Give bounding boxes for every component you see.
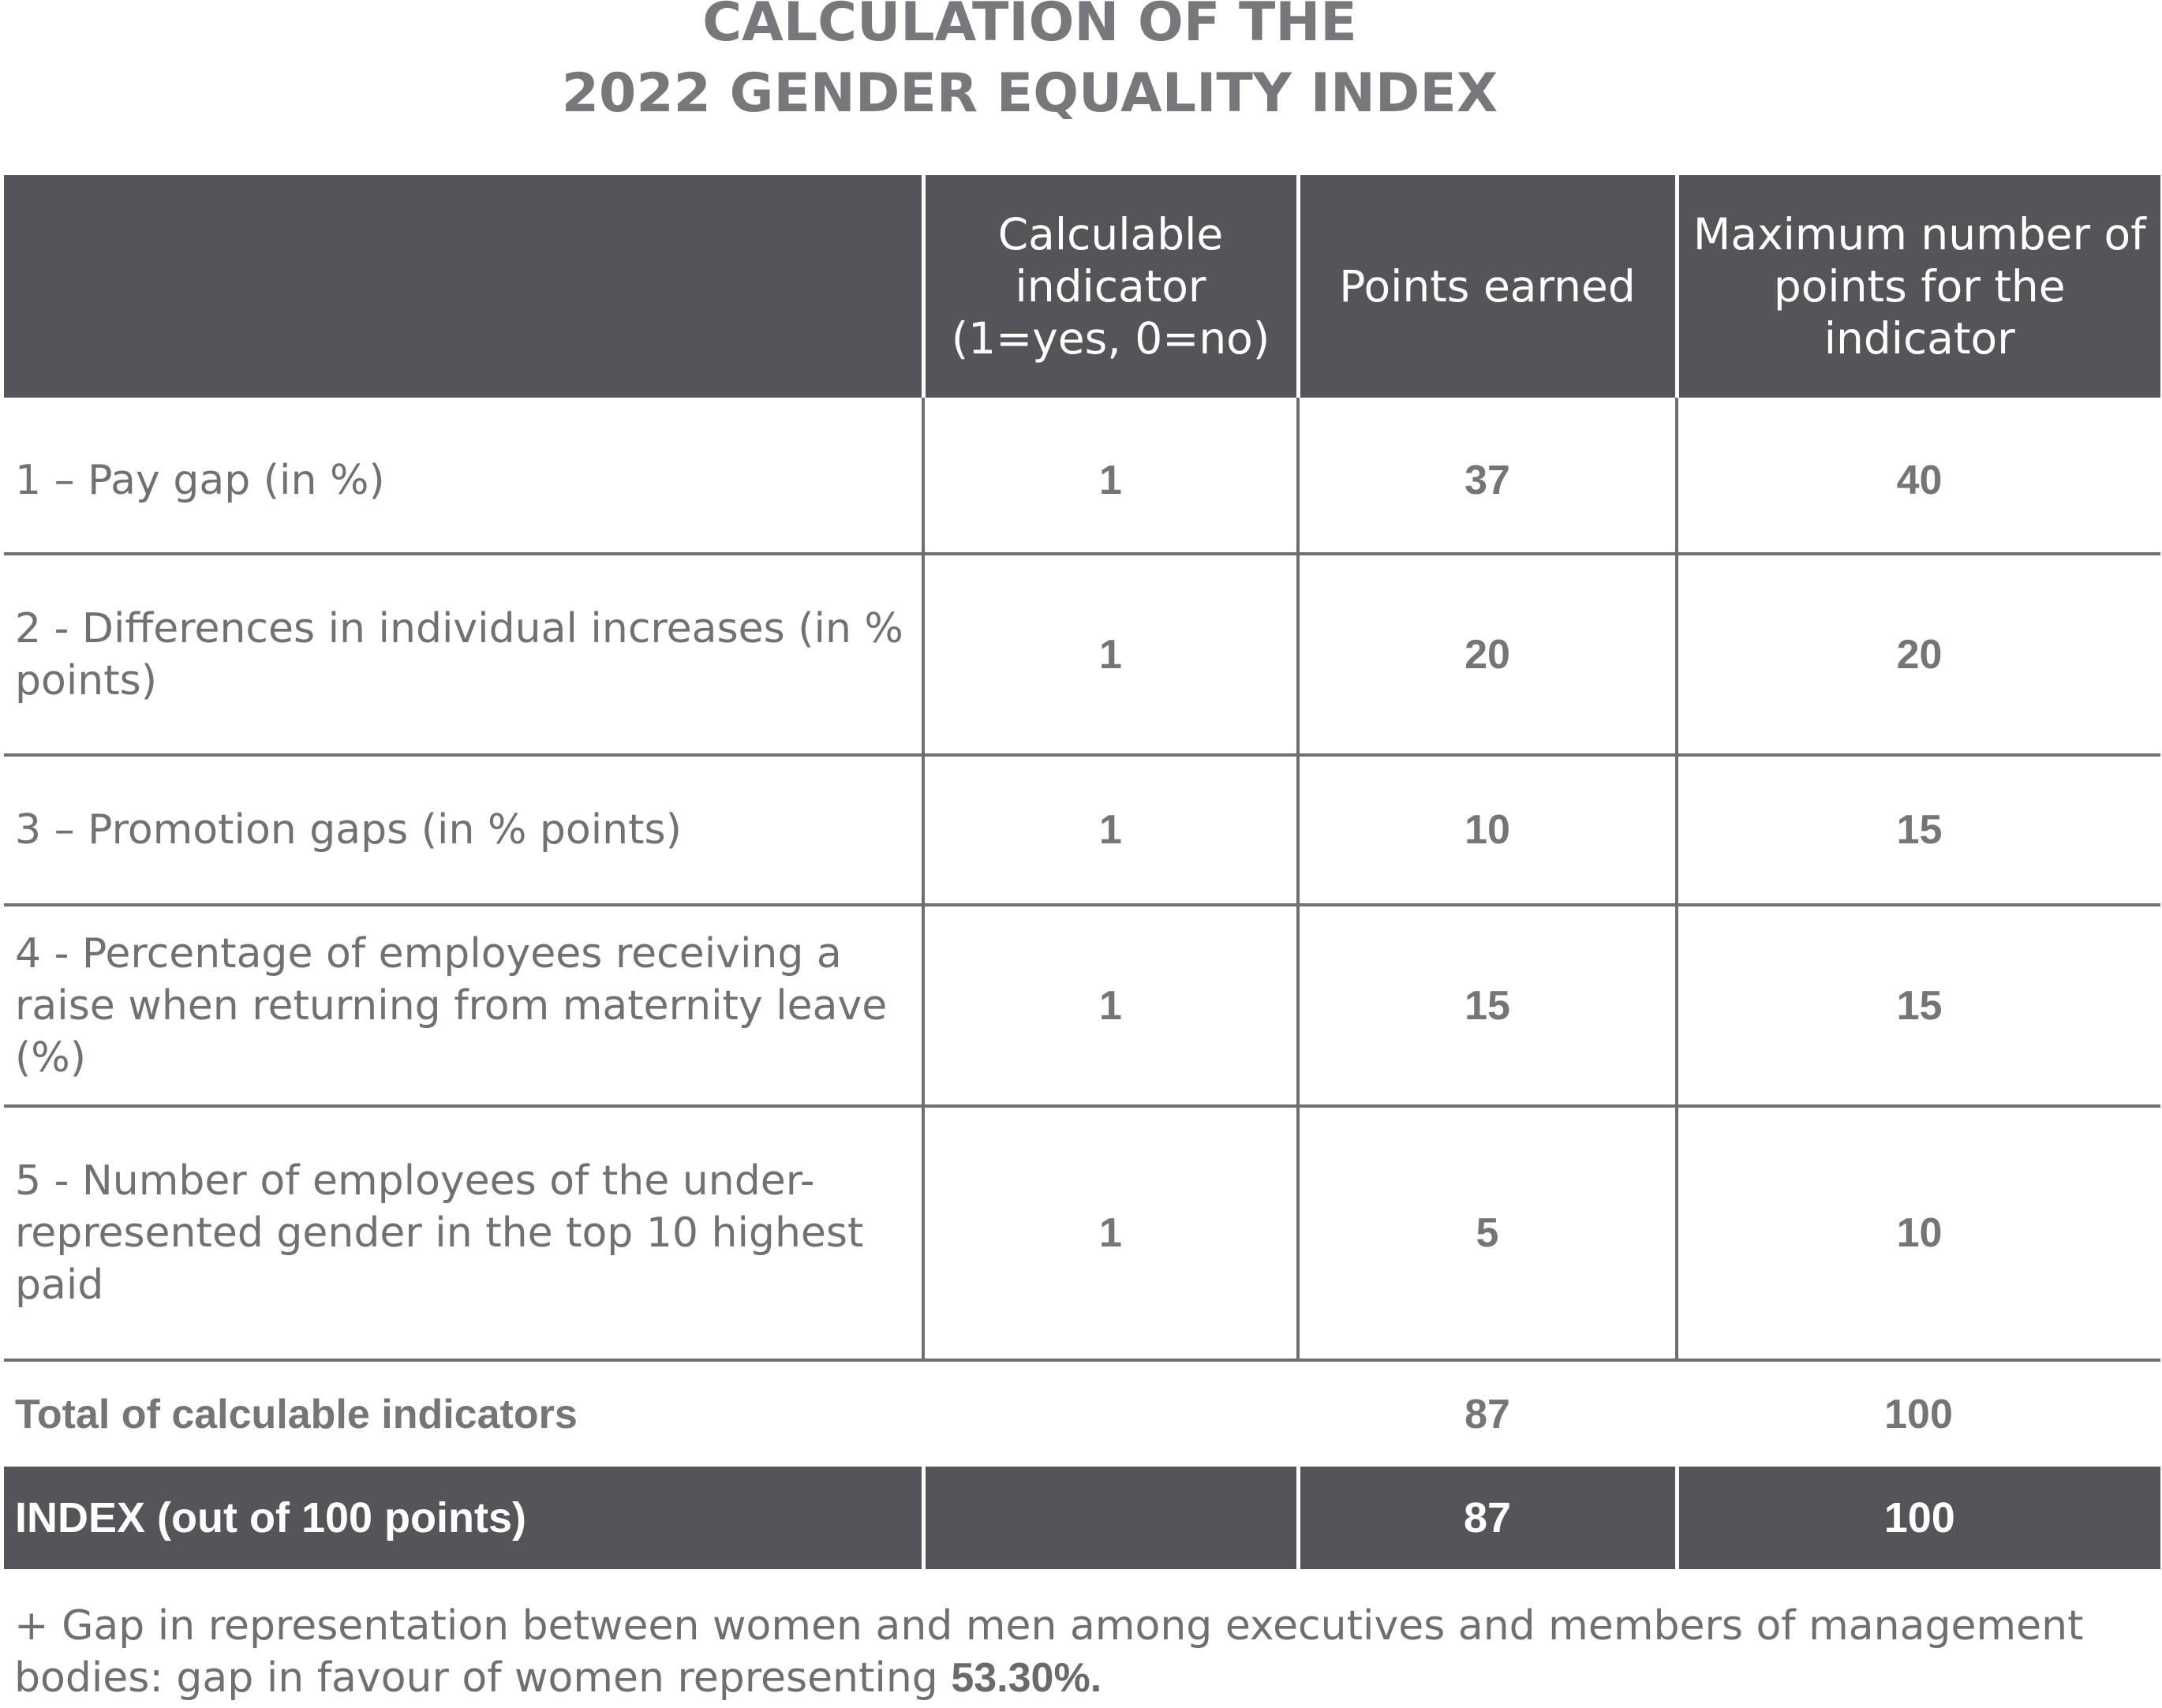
max-points-value: 15 [1677, 755, 2160, 905]
index-label: INDEX (out of 100 points) [4, 1467, 923, 1569]
max-points-value: 40 [1677, 409, 2160, 554]
footnote-highlight: 53.30%. [951, 1655, 1102, 1701]
header-calculable: Calculable indicator (1=yes, 0=no) [923, 175, 1298, 398]
gap-cell [1677, 398, 2160, 409]
calculable-value: 1 [923, 905, 1298, 1106]
total-calculable [923, 1360, 1298, 1467]
table-row [4, 905, 2160, 1106]
title-line-1: CALCULATION OF THE [702, 0, 1357, 54]
header-points-earned: Points earned [1298, 175, 1677, 398]
max-points-value: 10 [1677, 1106, 2160, 1360]
header-row [4, 175, 2160, 398]
footnote [14, 1600, 2129, 1704]
total-max-points: 100 [1884, 1391, 1953, 1437]
table-row [4, 409, 2160, 554]
gap-cell [1298, 398, 1677, 409]
points-earned-value: 37 [1298, 409, 1677, 554]
gender-equality-index-table [4, 175, 2160, 1569]
total-row [4, 1360, 2160, 1467]
points-earned-value: 10 [1298, 755, 1677, 905]
gap-cell [4, 398, 923, 409]
total-points-earned: 87 [1464, 1391, 1510, 1437]
table-row [4, 554, 2160, 755]
index-points-earned: 87 [1298, 1467, 1677, 1569]
calculable-value: 1 [923, 554, 1298, 755]
index-row [4, 1467, 2160, 1569]
table-row [4, 755, 2160, 905]
index-calculable [923, 1467, 1298, 1569]
indicator-label: 1 – Pay gap (in %) [4, 409, 923, 554]
table-row [4, 1106, 2160, 1360]
index-max-points: 100 [1677, 1467, 2160, 1569]
indicator-label: 5 - Number of employees of the under-represented gender in the top 10 highest paid [4, 1106, 923, 1360]
title-line-2: 2022 GENDER EQUALITY INDEX [561, 62, 1498, 125]
indicator-label: 3 – Promotion gaps (in % points) [4, 755, 923, 905]
points-earned-value: 5 [1298, 1106, 1677, 1360]
indicator-label: 4 - Percentage of employees receiving a raise when returning from maternity leave (%) [4, 905, 923, 1106]
points-earned-value: 20 [1298, 554, 1677, 755]
footnote-text: + Gap in representation between women and men among executives and members of management bodies: gap in favour of women representing [14, 1602, 2084, 1702]
max-points-value: 20 [1677, 554, 2160, 755]
calculable-value: 1 [923, 409, 1298, 554]
max-points-value: 15 [1677, 905, 2160, 1106]
indicator-label: 2 - Differences in individual increases (in % points) [4, 554, 923, 755]
header-blank [4, 175, 923, 398]
header-gap-row [4, 398, 2160, 409]
points-earned-value: 15 [1298, 905, 1677, 1106]
gap-cell [923, 398, 1298, 409]
calculable-value: 1 [923, 755, 1298, 905]
calculable-value: 1 [923, 1106, 1298, 1360]
total-label: Total of calculable indicators [15, 1391, 578, 1437]
header-max-points: Maximum number of points for the indicator [1677, 175, 2160, 398]
page-title [0, 0, 2059, 129]
